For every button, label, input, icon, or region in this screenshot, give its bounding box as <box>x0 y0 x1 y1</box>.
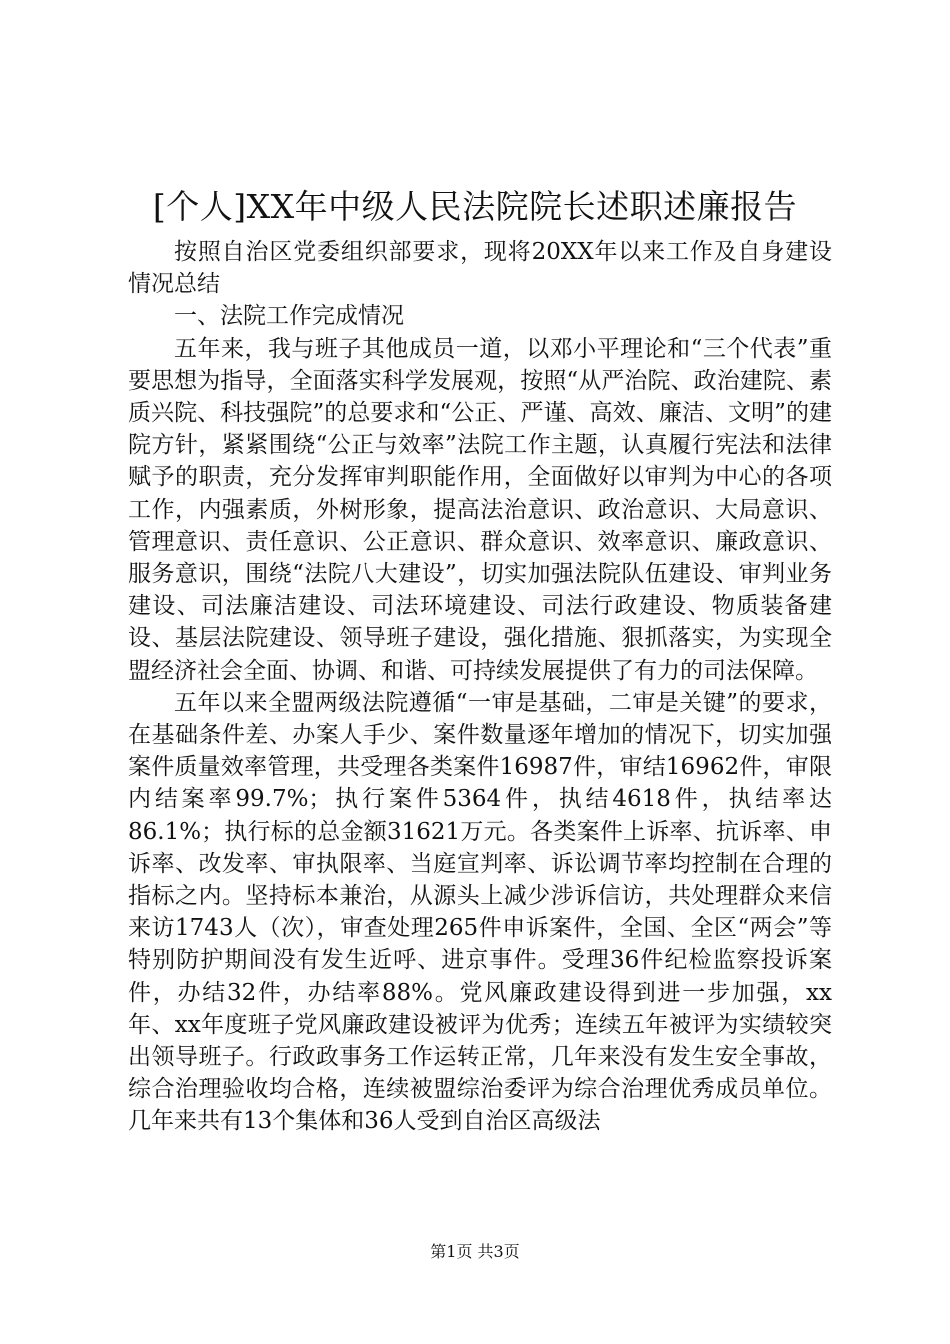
document-body <box>128 236 832 1138</box>
body-paragraph: 五年来，我与班子其他成员一道，以邓小平理论和“三个代表”重要思想为指导，全面落实科学发展观，按照“从严治院、政治建院、素质兴院、科技强院”的总要求和“公正、严谨、高效、廉洁、文明”的建院方针，紧紧围绕“公正与效率”法院工作主题，认真履行宪法和法律赋予的职责，充分发挥审判职能作用，全面做好以审判为中心的各项工作，内强素质，外树形象，提高法治意识、政治意识、大局意识、管理意识、责任意识、公正意识、群众意识、效率意识、廉政意识、服务意识，围绕“法院八大建设”，切实加强法院队伍建设、审判业务建设、司法廉洁建设、司法环境建设、司法行政建设、物质装备建设、基层法院建设、领导班子建设，强化措施、狠抓落实，为实现全盟经济社会全面、协调、和谐、可持续发展提供了有力的司法保障。 <box>128 335 832 684</box>
page-number: 第1页 共3页 <box>430 1242 520 1261</box>
section-heading: 一、法院工作完成情况 <box>174 303 404 330</box>
body-paragraph: 五年以来全盟两级法院遵循“一审是基础，二审是关键”的要求，在基础条件差、办案人手少、案件数量逐年增加的情况下，切实加强案件质量效率管理，共受理各类案件16987件，审结16962件，审限内结案率99.7%；执行案件5364件，执结4618件，执结率达86.1%；执行标的总金额31621万元。各类案件上诉率、抗诉率、申诉率、改发率、审执限率、当庭宣判率、诉讼调节率均控制在合理的指标之内。坚持标本兼治，从源头上减少涉诉信访，共处理群众来信来访1743人（次），审查处理265件申诉案件，全国、全区“两会”等特别防护期间没有发生近呼、进京事件。受理36件纪检监察投诉案件，办结32件，办结率88%。党风廉政建设得到进一步加强，xx年、xx年度班子党风廉政建设被评为优秀；连续五年被评为实绩较突出领导班子。行政政事务工作运转正常，几年来没有发生安全事故，综合治理验收均合格，连续被盟综治委评为综合治理优秀成员单位。几年来共有13个集体和36人受到自治区高级法 <box>128 689 832 1135</box>
document-title: [个人]XX年中级人民法院院长述职述廉报告 <box>152 187 798 226</box>
intro-paragraph: 按照自治区党委组织部要求，现将20XX年以来工作及自身建设情况总结 <box>128 239 832 298</box>
